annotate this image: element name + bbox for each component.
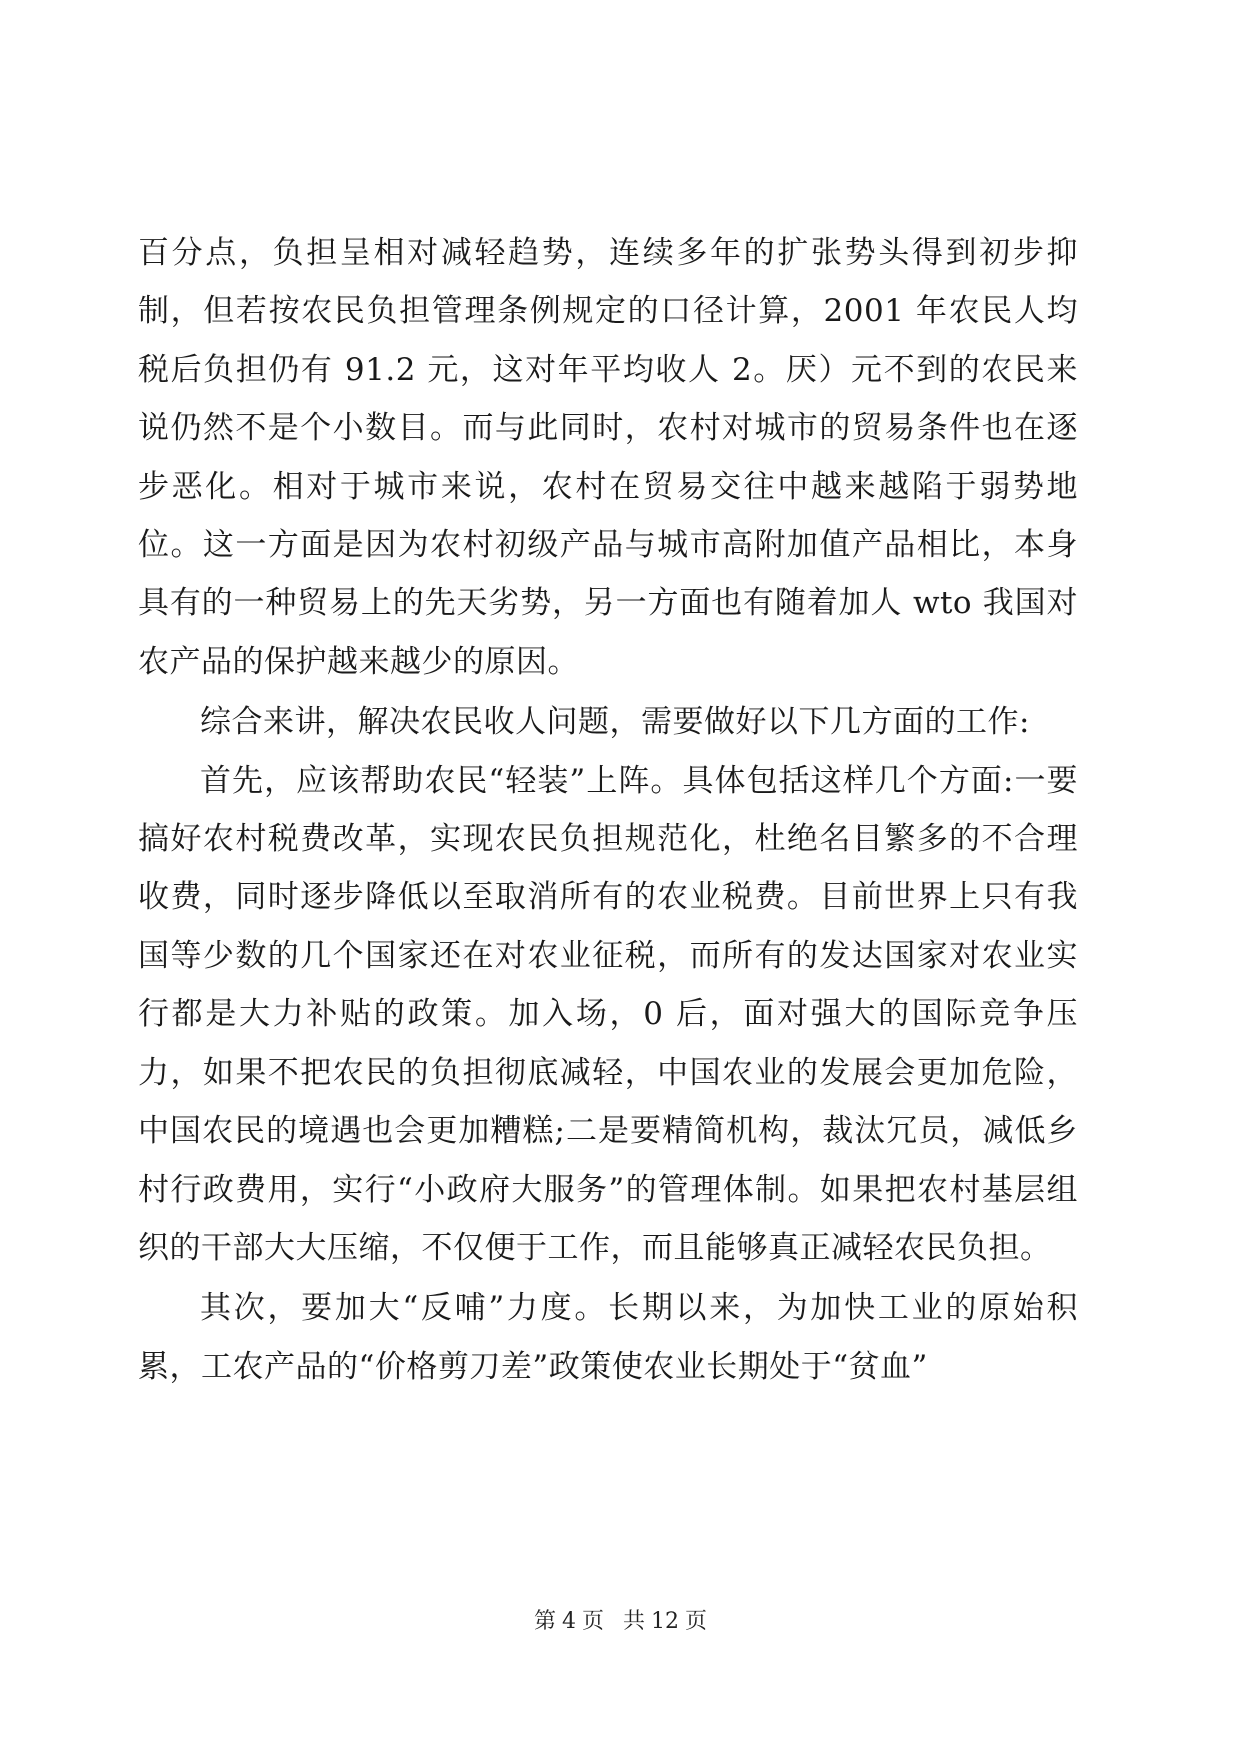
document-body	[138, 224, 1078, 1396]
paragraph-summary: 综合来讲，解决农民收人问题，需要做好以下几方面的工作:	[200, 704, 1030, 741]
total-pages-label: 共 12 页	[623, 1609, 708, 1634]
paragraph-second-point: 其次，要加大“反哺”力度。长期以来，为加快工业的原始积累，工农产品的“价格剪刀差”政策使农业长期处于“贫血”	[138, 1290, 1078, 1385]
page-footer	[0, 1604, 1241, 1635]
paragraph-first-point: 首先，应该帮助农民“轻装”上阵。具体包括这样几个方面:一要搞好农村税费改革，实现农民负担规范化，杜绝名目繁多的不合理收费，同时逐步降低以至取消所有的农业税费。目前世界上只有我国等少数的几个国家还在对农业征税，而所有的发达国家对农业实行都是大力补贴的政策。加入场，0 后，面对强大的国际竞争压力，如果不把农民的负担彻底减轻，中国农业的发展会更加危险，中国农民的境遇也会更加糟糕;二是要精简机构，裁汰冗员，减低乡村行政费用，实行“小政府大服务”的管理体制。如果把农村基层组织的干部大大压缩，不仅便于工作，而且能够真正减轻农民负担。	[138, 762, 1078, 1266]
paragraph-continuation: 百分点，负担呈相对减轻趋势，连续多年的扩张势头得到初步抑制，但若按农民负担管理条例规定的口径计算，2001 年农民人均税后负担仍有 91.2 元，这对年平均收人 2。厌）元不到的农民来说仍然不是个小数目。而与此同时，农村对城市的贸易条件也在逐步恶化。相对于城市来说，农村在贸易交往中越来越陷于弱势地位。这一方面是因为农村初级产品与城市高附加值产品相比，本身具有的一种贸易上的先天劣势，另一方面也有随着加人 wto 我国对农产品的保护越来越少的原因。	[138, 235, 1078, 680]
page-number-label: 第 4 页	[533, 1609, 604, 1634]
